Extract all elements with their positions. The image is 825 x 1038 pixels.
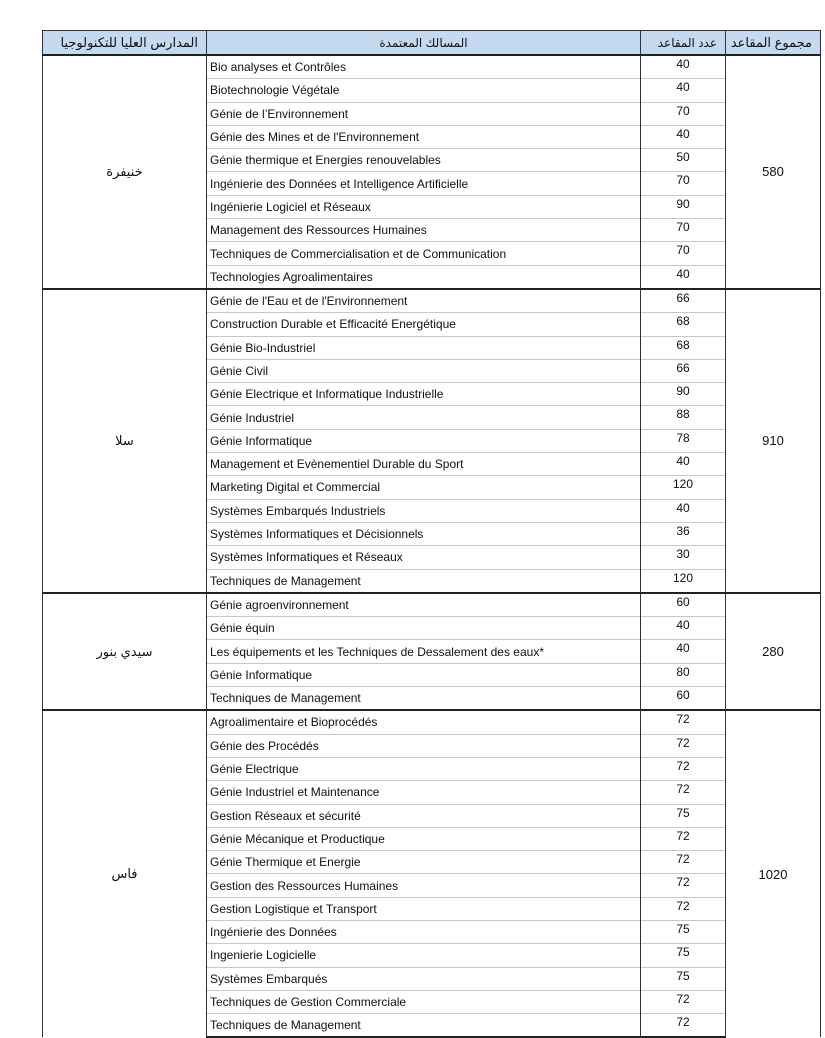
program-name: Génie de l'Eau et de l'Environnement <box>207 289 641 313</box>
program-seats: 90 <box>641 383 726 406</box>
program-name: Génie Industriel et Maintenance <box>207 781 641 804</box>
program-seats: 40 <box>641 640 726 663</box>
program-seats: 40 <box>641 617 726 640</box>
header-row <box>43 31 821 56</box>
program-seats: 90 <box>641 195 726 218</box>
table-header <box>43 31 821 56</box>
program-seats: 72 <box>641 874 726 897</box>
program-name: Techniques de Management <box>207 687 641 711</box>
program-seats: 70 <box>641 172 726 195</box>
program-seats: 68 <box>641 313 726 336</box>
seat-allocation-table <box>42 30 821 1038</box>
program-name: Management et Evènementiel Durable du Sport <box>207 453 641 476</box>
program-name: Gestion Logistique et Transport <box>207 897 641 920</box>
program-name: Systèmes Informatiques et Décisionnels <box>207 522 641 545</box>
program-name: Techniques de Commercialisation et de Communication <box>207 242 641 265</box>
program-name: Génie Mécanique et Productique <box>207 827 641 850</box>
program-name: Génie thermique et Energies renouvelables <box>207 149 641 172</box>
program-seats: 40 <box>641 265 726 289</box>
program-seats: 68 <box>641 336 726 359</box>
program-name: Gestion des Ressources Humaines <box>207 874 641 897</box>
header-seats: عدد المقاعد <box>641 31 726 56</box>
program-name: Technologies Agroalimentaires <box>207 265 641 289</box>
program-name: Marketing Digital et Commercial <box>207 476 641 499</box>
school-total-seats: 280 <box>726 593 821 710</box>
school-total-seats: 580 <box>726 55 821 289</box>
program-name: Génie équin <box>207 617 641 640</box>
program-seats: 40 <box>641 79 726 102</box>
program-seats: 66 <box>641 359 726 382</box>
table-row <box>43 710 821 734</box>
program-name: Construction Durable et Efficacité Energétique <box>207 313 641 336</box>
program-name: Systèmes Embarqués Industriels <box>207 499 641 522</box>
header-program: المسالك المعتمدة <box>207 31 641 56</box>
program-seats: 72 <box>641 781 726 804</box>
program-seats: 75 <box>641 920 726 943</box>
program-seats: 70 <box>641 219 726 242</box>
program-seats: 72 <box>641 710 726 734</box>
program-name: Génie agroenvironnement <box>207 593 641 617</box>
school-name: سلا <box>43 289 207 593</box>
table-body <box>43 55 821 1037</box>
program-name: Ingenierie Logicielle <box>207 944 641 967</box>
program-seats: 66 <box>641 289 726 313</box>
school-name: فاس <box>43 710 207 1037</box>
program-name: Ingénierie des Données et Intelligence Artificielle <box>207 172 641 195</box>
program-seats: 72 <box>641 1014 726 1038</box>
program-name: Les équipements et les Techniques de Dessalement des eaux* <box>207 640 641 663</box>
program-seats: 40 <box>641 125 726 148</box>
program-name: Génie Informatique <box>207 429 641 452</box>
program-name: Génie Bio-Industriel <box>207 336 641 359</box>
program-seats: 60 <box>641 687 726 711</box>
program-name: Génie des Mines et de l'Environnement <box>207 125 641 148</box>
program-name: Génie Informatique <box>207 663 641 686</box>
program-seats: 72 <box>641 827 726 850</box>
program-name: Techniques de Gestion Commerciale <box>207 990 641 1013</box>
program-name: Management des Ressources Humaines <box>207 219 641 242</box>
program-seats: 80 <box>641 663 726 686</box>
program-name: Systèmes Embarqués <box>207 967 641 990</box>
program-seats: 120 <box>641 476 726 499</box>
program-seats: 60 <box>641 593 726 617</box>
program-name: Génie Electrique <box>207 757 641 780</box>
program-seats: 36 <box>641 522 726 545</box>
seat-allocation-sheet <box>42 30 821 1038</box>
program-name: Gestion Réseaux et sécurité <box>207 804 641 827</box>
program-name: Systèmes Informatiques et Réseaux <box>207 546 641 569</box>
school-name: خنيفرة <box>43 55 207 289</box>
table-row <box>43 593 821 617</box>
program-seats: 72 <box>641 734 726 757</box>
program-seats: 70 <box>641 102 726 125</box>
program-seats: 120 <box>641 569 726 593</box>
program-name: Génie de l’Environnement <box>207 102 641 125</box>
program-name: Génie Industriel <box>207 406 641 429</box>
program-name: Ingénierie Logiciel et Réseaux <box>207 195 641 218</box>
table-row <box>43 55 821 79</box>
program-name: Bio analyses et Contrôles <box>207 55 641 79</box>
program-seats: 72 <box>641 990 726 1013</box>
program-name: Agroalimentaire et Bioprocédés <box>207 710 641 734</box>
program-seats: 75 <box>641 944 726 967</box>
program-seats: 72 <box>641 897 726 920</box>
program-seats: 75 <box>641 967 726 990</box>
program-name: Techniques de Management <box>207 569 641 593</box>
program-name: Génie Electrique et Informatique Industrielle <box>207 383 641 406</box>
program-seats: 88 <box>641 406 726 429</box>
program-name: Ingénierie des Données <box>207 920 641 943</box>
header-school: المدارس العليا للتكنولوجيا <box>43 31 207 56</box>
program-seats: 40 <box>641 55 726 79</box>
header-total: مجموع المقاعد <box>726 31 821 56</box>
program-name: Génie des Procédés <box>207 734 641 757</box>
program-name: Biotechnologie Végétale <box>207 79 641 102</box>
program-seats: 72 <box>641 851 726 874</box>
program-name: Génie Civil <box>207 359 641 382</box>
program-seats: 70 <box>641 242 726 265</box>
program-seats: 50 <box>641 149 726 172</box>
program-name: Techniques de Management <box>207 1014 641 1038</box>
school-total-seats: 1020 <box>726 710 821 1037</box>
program-seats: 78 <box>641 429 726 452</box>
table-row <box>43 289 821 313</box>
school-total-seats: 910 <box>726 289 821 593</box>
program-name: Génie Thermique et Energie <box>207 851 641 874</box>
program-seats: 40 <box>641 453 726 476</box>
program-seats: 40 <box>641 499 726 522</box>
program-seats: 30 <box>641 546 726 569</box>
program-seats: 75 <box>641 804 726 827</box>
program-seats: 72 <box>641 757 726 780</box>
school-name: سيدي بنور <box>43 593 207 710</box>
